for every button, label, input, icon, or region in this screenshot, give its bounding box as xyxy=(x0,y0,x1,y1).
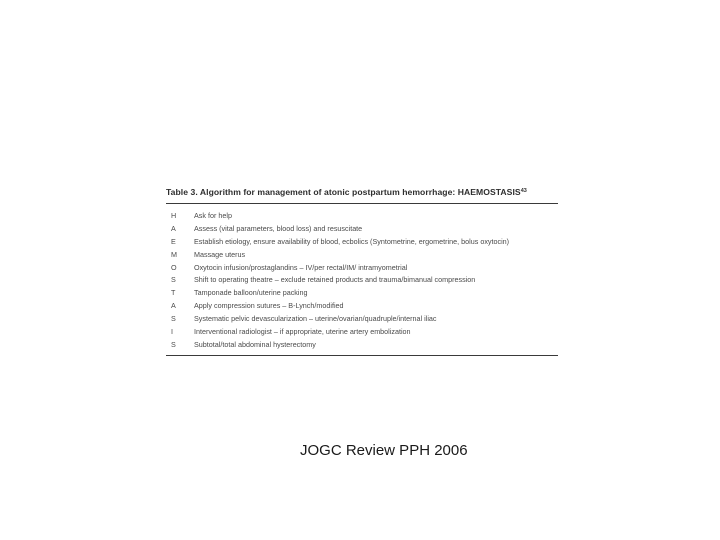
table-row xyxy=(166,248,558,261)
row-text: Systematic pelvic devascularization – uterine/ovarian/quadruple/internal iliac xyxy=(194,314,437,324)
table-row xyxy=(166,338,558,351)
table-row xyxy=(166,261,558,274)
table-title-reference: 43 xyxy=(520,188,527,194)
row-text: Interventional radiologist – if appropriate, uterine artery embolization xyxy=(194,326,411,336)
table-row xyxy=(166,209,558,222)
table-row xyxy=(166,273,558,286)
table-body xyxy=(166,209,558,356)
row-letter: S xyxy=(171,314,176,324)
row-text: Oxytocin infusion/prostaglandins – IV/per rectal/IM/ intramyometrial xyxy=(194,262,408,272)
row-text: Establish etiology, ensure availability of blood, ecbolics (Syntometrine, ergometrine, bolus oxytocin) xyxy=(194,236,510,246)
row-text: Shift to operating theatre – exclude retained products and trauma/bimanual compression xyxy=(194,275,476,285)
row-text: Subtotal/total abdominal hysterectomy xyxy=(194,339,316,349)
table-title xyxy=(166,186,558,204)
row-letter: S xyxy=(171,275,176,285)
row-letter: T xyxy=(171,288,176,298)
table-row xyxy=(166,222,558,235)
row-letter: A xyxy=(171,223,176,233)
row-letter: A xyxy=(171,301,176,311)
table-row xyxy=(166,235,558,248)
slide-caption: JOGC Review PPH 2006 xyxy=(300,442,468,459)
row-letter: S xyxy=(171,339,176,349)
row-text: Tamponade balloon/uterine packing xyxy=(194,288,308,298)
table-row xyxy=(166,312,558,325)
row-letter: H xyxy=(171,210,177,220)
table-title-text: Table 3. Algorithm for management of atonic postpartum hemorrhage: HAEMOSTASIS xyxy=(166,187,521,197)
row-text: Massage uterus xyxy=(194,249,246,259)
row-text: Assess (vital parameters, blood loss) and resuscitate xyxy=(194,223,363,233)
row-text: Ask for help xyxy=(194,210,232,220)
algorithm-table xyxy=(166,186,558,356)
row-text: Apply compression sutures – B-Lynch/modified xyxy=(194,301,344,311)
table-row xyxy=(166,325,558,338)
row-letter: O xyxy=(171,262,177,272)
row-letter: M xyxy=(171,249,177,259)
table-row xyxy=(166,286,558,299)
table-row xyxy=(166,299,558,312)
row-letter: I xyxy=(171,326,173,336)
row-letter: E xyxy=(171,236,176,246)
